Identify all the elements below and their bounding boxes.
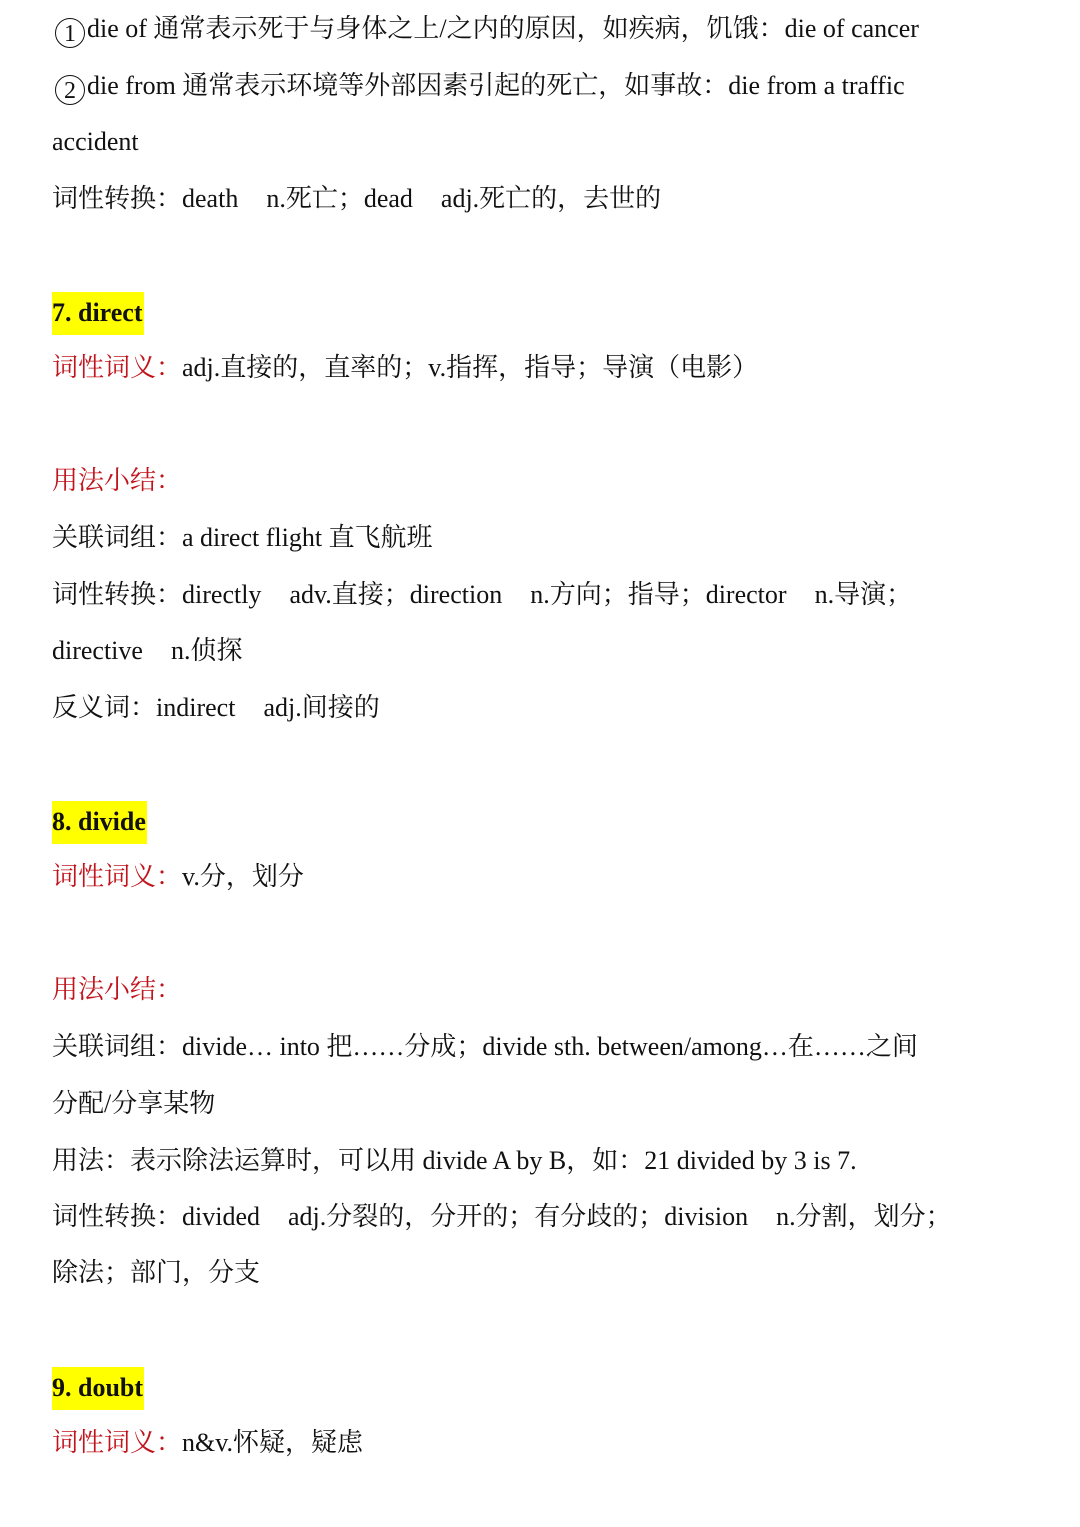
usage-label-direct: 用法小结：	[52, 466, 183, 495]
conversion-divide: 词性转换：divided adj.分裂的，分开的；有分歧的；division n.分割，划分；	[52, 1202, 952, 1231]
highlighted-heading: 9. doubt	[52, 1367, 144, 1410]
antonym-direct: 反义词：indirect adj.间接的	[52, 693, 380, 722]
conversion-direct-cont: directive n.侦探	[52, 636, 243, 665]
meaning-label: 词性词义：	[52, 353, 183, 382]
highlighted-heading: 8. divide	[52, 801, 147, 844]
meaning-label: 词性词义：	[52, 1428, 183, 1457]
meaning-label: 词性词义：	[52, 862, 183, 891]
note-die-from-cont: accident	[52, 127, 139, 156]
entry-meaning-direct: 词性词义：adj.直接的，直率的；v.指挥，指导；导演（电影）	[52, 353, 759, 382]
entry-meaning-doubt: 词性词义：n&v.怀疑，疑虑	[52, 1428, 364, 1457]
phrases-divide-cont: 分配/分享某物	[52, 1089, 216, 1118]
note-die-from: 2 die from 通常表示环境等外部因素引起的死亡，如事故：die from a traffic	[52, 66, 1040, 106]
entry-heading-divide	[52, 801, 1040, 841]
usage-divide: 用法：表示除法运算时，可以用 divide A by B，如：21 divided by 3 is 7.	[52, 1146, 857, 1175]
entry-heading-direct	[52, 292, 1040, 332]
note-die-of: 1 die of 通常表示死于与身体之上/之内的原因，如疾病，饥饿：die of cancer	[52, 9, 1040, 49]
phrases-divide: 关联词组：divide… into 把……分成；divide sth. between/among…在……之间	[52, 1032, 918, 1061]
usage-label-divide: 用法小结：	[52, 975, 183, 1004]
highlighted-heading: 7. direct	[52, 292, 144, 335]
entry-heading-doubt	[52, 1367, 1040, 1407]
circled-number: 1	[55, 18, 85, 48]
circled-number: 2	[55, 75, 85, 105]
conversion-direct: 词性转换：directly adv.直接；direction n.方向；指导；director n.导演；	[52, 580, 913, 609]
phrases-direct: 关联词组：a direct flight 直飞航班	[52, 523, 433, 552]
conversion-divide-cont: 除法；部门，分支	[52, 1258, 261, 1287]
entry-meaning-divide: 词性词义：v.分，划分	[52, 862, 304, 891]
die-conversion: 词性转换：death n.死亡；dead adj.死亡的，去世的	[52, 184, 662, 213]
